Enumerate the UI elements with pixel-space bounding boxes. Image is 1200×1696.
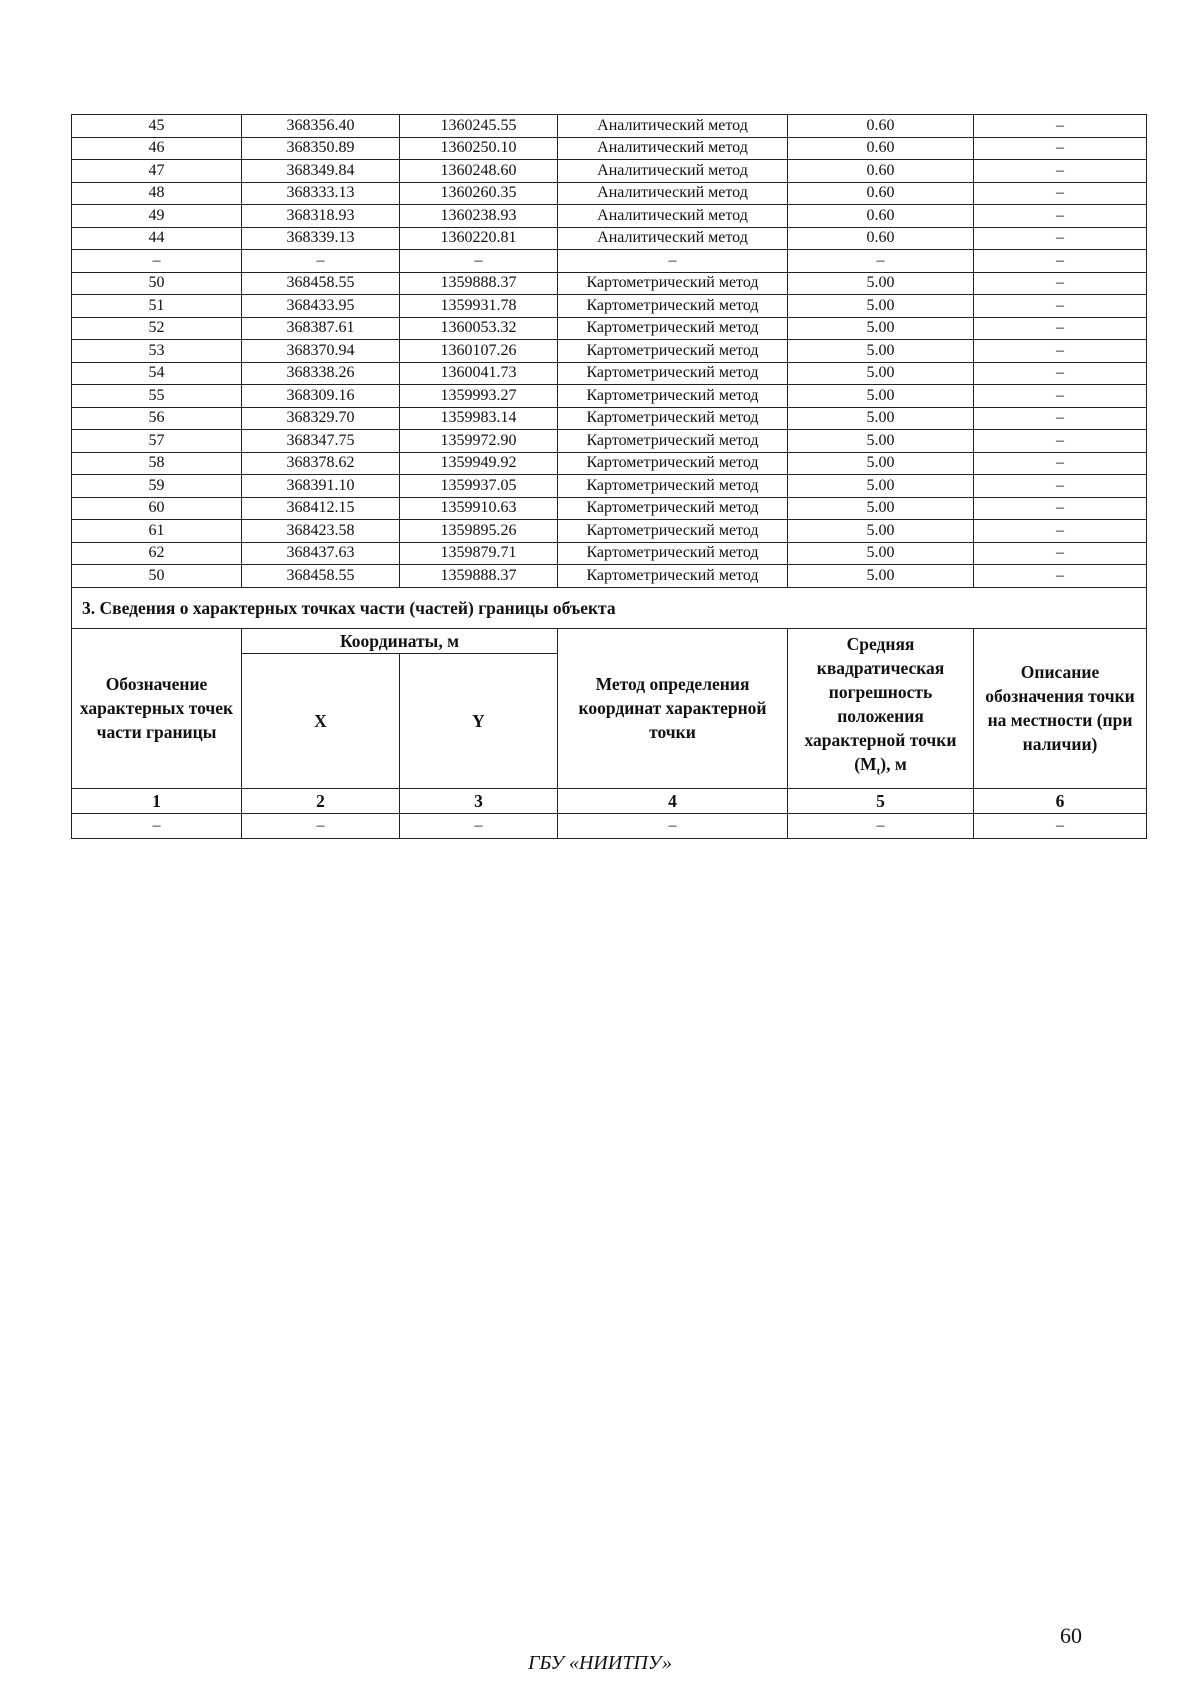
column-number: 6: [974, 788, 1147, 813]
table-cell: 5.00: [788, 565, 974, 588]
table-row: [72, 475, 1147, 498]
table-cell: 5.00: [788, 317, 974, 340]
table-cell: –: [974, 250, 1147, 273]
table-cell: –: [974, 520, 1147, 543]
header-description: Описание обозначения точки на местности (при наличии): [974, 628, 1147, 788]
table-row: [72, 182, 1147, 205]
table-cell: 0.60: [788, 115, 974, 138]
table-cell: Аналитический метод: [558, 115, 788, 138]
table-row: [72, 250, 1147, 273]
table-row: [72, 565, 1147, 588]
table-cell: –: [788, 250, 974, 273]
table-cell: –: [400, 813, 558, 838]
page-footer: ГБУ «НИИТПУ»: [528, 1652, 672, 1674]
table-cell: –: [974, 272, 1147, 295]
table-cell: 5.00: [788, 272, 974, 295]
table-cell: –: [974, 160, 1147, 183]
table-cell: Картометрический метод: [558, 272, 788, 295]
table-row: [72, 362, 1147, 385]
table-cell: 1360250.10: [400, 137, 558, 160]
table-cell: 50: [72, 272, 242, 295]
table-cell: Аналитический метод: [558, 205, 788, 228]
table-cell: Картометрический метод: [558, 407, 788, 430]
table-cell: –: [974, 182, 1147, 205]
table-cell: 368338.26: [242, 362, 400, 385]
table-cell: 1360041.73: [400, 362, 558, 385]
table-cell: 368391.10: [242, 475, 400, 498]
table-row: [72, 227, 1147, 250]
table-row: [72, 340, 1147, 363]
table-cell: 1359888.37: [400, 272, 558, 295]
table-cell: 5.00: [788, 340, 974, 363]
table-row: [72, 385, 1147, 408]
table-cell: 1359983.14: [400, 407, 558, 430]
table-cell: 51: [72, 295, 242, 318]
table-cell: 0.60: [788, 137, 974, 160]
table-row: [72, 317, 1147, 340]
table-cell: –: [400, 250, 558, 273]
table-cell: 368412.15: [242, 497, 400, 520]
table-cell: Картометрический метод: [558, 475, 788, 498]
table-row: [72, 295, 1147, 318]
table-cell: 46: [72, 137, 242, 160]
table-cell: –: [974, 385, 1147, 408]
table-cell: 368423.58: [242, 520, 400, 543]
table-cell: 60: [72, 497, 242, 520]
table-cell: 368329.70: [242, 407, 400, 430]
table-cell: 56: [72, 407, 242, 430]
table-cell: 52: [72, 317, 242, 340]
table-cell: 1359937.05: [400, 475, 558, 498]
table-cell: Картометрический метод: [558, 497, 788, 520]
table-cell: 1359888.37: [400, 565, 558, 588]
table-cell: Картометрический метод: [558, 317, 788, 340]
table-cell: Аналитический метод: [558, 137, 788, 160]
table-cell: 1359879.71: [400, 542, 558, 565]
header-designation: Обозначение характерных точек части границы: [72, 628, 242, 788]
table-cell: 368458.55: [242, 565, 400, 588]
table-cell: –: [974, 407, 1147, 430]
table-cell: 59: [72, 475, 242, 498]
table-cell: 1360238.93: [400, 205, 558, 228]
table-cell: Картометрический метод: [558, 542, 788, 565]
table-cell: 62: [72, 542, 242, 565]
table-row: [72, 497, 1147, 520]
empty-row: [72, 813, 1147, 838]
table-cell: 49: [72, 205, 242, 228]
table-cell: 368309.16: [242, 385, 400, 408]
table-cell: –: [558, 250, 788, 273]
table-cell: 5.00: [788, 520, 974, 543]
table-cell: Аналитический метод: [558, 182, 788, 205]
column-numbers-row: [72, 788, 1147, 813]
table-cell: 1360053.32: [400, 317, 558, 340]
table-cell: 368458.55: [242, 272, 400, 295]
table-cell: 0.60: [788, 205, 974, 228]
table-cell: 58: [72, 452, 242, 475]
table-cell: 5.00: [788, 542, 974, 565]
table-cell: 1359895.26: [400, 520, 558, 543]
table-cell: –: [974, 137, 1147, 160]
table-cell: –: [974, 565, 1147, 588]
table-cell: 55: [72, 385, 242, 408]
header-y: Y: [400, 653, 558, 788]
table-cell: –: [72, 813, 242, 838]
table-cell: 368370.94: [242, 340, 400, 363]
table-cell: 5.00: [788, 385, 974, 408]
header-error: [788, 628, 974, 788]
table-cell: 0.60: [788, 182, 974, 205]
table-cell: –: [974, 497, 1147, 520]
table-cell: Аналитический метод: [558, 160, 788, 183]
table-cell: –: [558, 813, 788, 838]
table-cell: 368333.13: [242, 182, 400, 205]
table-cell: 368378.62: [242, 452, 400, 475]
table-cell: –: [788, 813, 974, 838]
header-error-tail: ), м: [880, 754, 907, 775]
table-cell: 368356.40: [242, 115, 400, 138]
column-number: 2: [242, 788, 400, 813]
table-cell: 5.00: [788, 497, 974, 520]
table-cell: Картометрический метод: [558, 430, 788, 453]
table-row: [72, 272, 1147, 295]
table-cell: 368349.84: [242, 160, 400, 183]
table-cell: 5.00: [788, 430, 974, 453]
column-number: 1: [72, 788, 242, 813]
table-cell: 1360220.81: [400, 227, 558, 250]
table-cell: –: [242, 250, 400, 273]
table-cell: 5.00: [788, 362, 974, 385]
table-cell: 1360260.35: [400, 182, 558, 205]
coordinates-table: [71, 114, 1147, 839]
table-cell: –: [974, 205, 1147, 228]
table-cell: 368347.75: [242, 430, 400, 453]
table-cell: –: [242, 813, 400, 838]
table-row: [72, 542, 1147, 565]
column-number: 4: [558, 788, 788, 813]
data-rows: [72, 115, 1147, 588]
table-row: [72, 137, 1147, 160]
table-cell: –: [974, 115, 1147, 138]
table-cell: Аналитический метод: [558, 227, 788, 250]
table-row: [72, 407, 1147, 430]
header-x: X: [242, 653, 400, 788]
header-coordinates: Координаты, м: [242, 628, 558, 653]
table-cell: 368350.89: [242, 137, 400, 160]
table-cell: 368433.95: [242, 295, 400, 318]
table-row: [72, 205, 1147, 228]
table-cell: 1359993.27: [400, 385, 558, 408]
table-cell: –: [974, 362, 1147, 385]
table-cell: –: [974, 542, 1147, 565]
table-cell: –: [72, 250, 242, 273]
table-cell: Картометрический метод: [558, 565, 788, 588]
table-cell: 5.00: [788, 475, 974, 498]
table-cell: 1360248.60: [400, 160, 558, 183]
table-row: [72, 452, 1147, 475]
table-cell: Картометрический метод: [558, 340, 788, 363]
table-cell: 5.00: [788, 295, 974, 318]
table-cell: 48: [72, 182, 242, 205]
table-row: [72, 520, 1147, 543]
table-cell: –: [974, 340, 1147, 363]
table-row: [72, 430, 1147, 453]
table-cell: 61: [72, 520, 242, 543]
table-cell: 368437.63: [242, 542, 400, 565]
page-number: 60: [1060, 1623, 1082, 1648]
table-cell: 44: [72, 227, 242, 250]
table-cell: Картометрический метод: [558, 362, 788, 385]
table-cell: 53: [72, 340, 242, 363]
table-cell: Картометрический метод: [558, 520, 788, 543]
table-cell: 1359931.78: [400, 295, 558, 318]
table-cell: 57: [72, 430, 242, 453]
section-3-title: 3. Сведения о характерных точках части (частей) границы объекта: [72, 587, 1147, 628]
table-cell: –: [974, 475, 1147, 498]
table-cell: 54: [72, 362, 242, 385]
table-cell: –: [974, 430, 1147, 453]
section-3: [72, 587, 1147, 838]
table-cell: 368318.93: [242, 205, 400, 228]
table-cell: 368339.13: [242, 227, 400, 250]
table-cell: 5.00: [788, 407, 974, 430]
table-cell: –: [974, 295, 1147, 318]
table-cell: 1360107.26: [400, 340, 558, 363]
table-cell: 368387.61: [242, 317, 400, 340]
table-cell: 1359910.63: [400, 497, 558, 520]
table-cell: 47: [72, 160, 242, 183]
table-cell: 1360245.55: [400, 115, 558, 138]
table-cell: –: [974, 813, 1147, 838]
table-cell: –: [974, 452, 1147, 475]
table-cell: 0.60: [788, 227, 974, 250]
table-cell: 1359972.90: [400, 430, 558, 453]
header-method: Метод определения координат характерной точки: [558, 628, 788, 788]
table-cell: –: [974, 227, 1147, 250]
table-cell: Картометрический метод: [558, 295, 788, 318]
table-cell: Картометрический метод: [558, 385, 788, 408]
table-cell: 5.00: [788, 452, 974, 475]
table-cell: 1359949.92: [400, 452, 558, 475]
column-number: 5: [788, 788, 974, 813]
table-cell: –: [974, 317, 1147, 340]
table-row: [72, 160, 1147, 183]
column-number: 3: [400, 788, 558, 813]
header-error-subscript: t: [876, 765, 881, 778]
header-error-text: Средняя квадратическая погрешность положения характерной точки (M: [804, 634, 957, 775]
table-cell: Картометрический метод: [558, 452, 788, 475]
table-cell: 0.60: [788, 160, 974, 183]
table-cell: 50: [72, 565, 242, 588]
table-cell: 45: [72, 115, 242, 138]
table-row: [72, 115, 1147, 138]
